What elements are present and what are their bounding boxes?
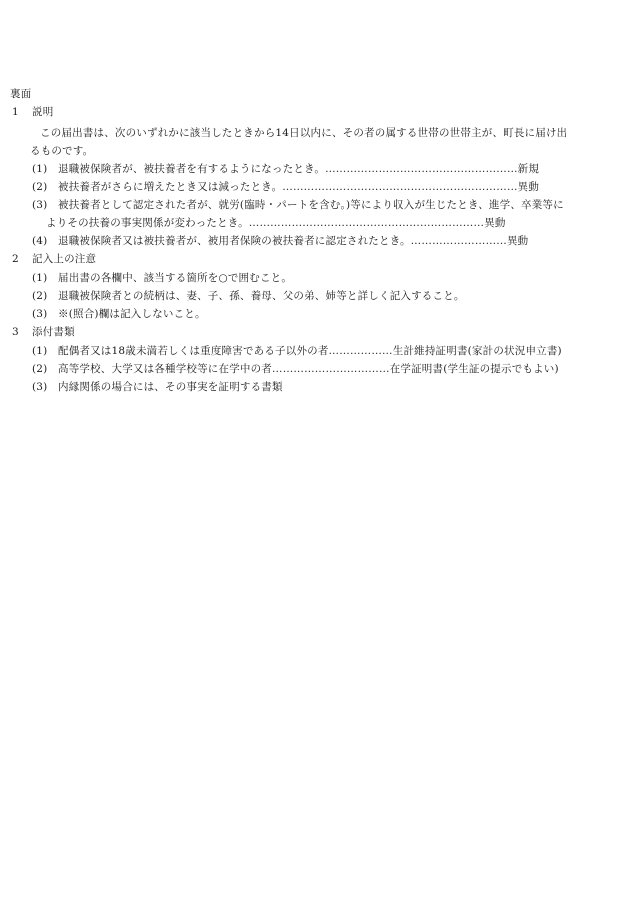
section-2-item-3-text: ※(照合)欄は記入しないこと。 [58, 308, 206, 320]
section-2-title: 記入上の注意 [32, 253, 97, 265]
section-1-item-3-text-cont: よりその扶養の事実関係が変わったとき。…………………………………………………………異動 [46, 217, 506, 229]
section-1-item-3-number: (3) [32, 199, 48, 211]
section-2-item-2-number: (2) [32, 290, 48, 302]
section-3-item-2-number: (2) [32, 363, 48, 375]
section-2-number: 2 [12, 253, 19, 265]
section-3-title: 添付書類 [32, 326, 75, 338]
section-2-item-1-number: (1) [32, 272, 48, 284]
section-1-item-1-number: (1) [32, 163, 48, 175]
section-2-item-2-text: 退職被保険者との続柄は、妻、子、孫、養母、父の弟、姉等と詳しく記入すること。 [58, 290, 465, 302]
section-2-item-3-number: (3) [32, 308, 48, 320]
section-3-item-3-text: 内縁関係の場合には、その事実を証明する書類 [58, 381, 283, 393]
section-1-title: 説明 [32, 106, 54, 118]
section-1-item-2-text: 被扶養者がさらに増えたとき又は減ったとき。…………………………………………………………異動 [58, 181, 540, 193]
section-2-item-1-text: 届出書の各欄中、該当する箇所を○で囲むこと。 [58, 272, 293, 284]
page-label: 裏面 [10, 88, 32, 100]
section-1-item-3-text: 被扶養者として認定された者が、就労(臨時・パートを含む。)等により収入が生じたとき、進学、卒業等に [58, 199, 564, 211]
section-3-item-3-number: (3) [32, 381, 48, 393]
section-1-number: 1 [12, 106, 19, 118]
section-1-item-2-number: (2) [32, 181, 48, 193]
section-3-item-1-text: 配偶者又は18歳未満若しくは重度障害である子以外の者………………生計維持証明書(家計の状況申立書) [58, 345, 562, 357]
section-1-item-1-text: 退職被保険者が、被扶養者を有するようになったとき。………………………………………………新規 [58, 163, 540, 175]
section-1-intro-line2: るものです。 [30, 145, 94, 157]
section-3-number: 3 [12, 326, 19, 338]
section-1-item-4-number: (4) [32, 235, 48, 247]
section-1-item-4-text: 退職被保険者又は被扶養者が、被用者保険の被扶養者に認定されたとき。………………………異動 [58, 235, 529, 247]
section-1-intro-line1: この届出書は、次のいずれかに該当したときから14日以内に、その者の属する世帯の世帯主が、町長に届け出 [40, 127, 568, 139]
section-3-item-2-text: 高等学校、大学又は各種学校等に在学中の者……………………………在学証明書(学生証の提示でもよい) [58, 363, 559, 375]
section-3-item-1-number: (1) [32, 345, 48, 357]
